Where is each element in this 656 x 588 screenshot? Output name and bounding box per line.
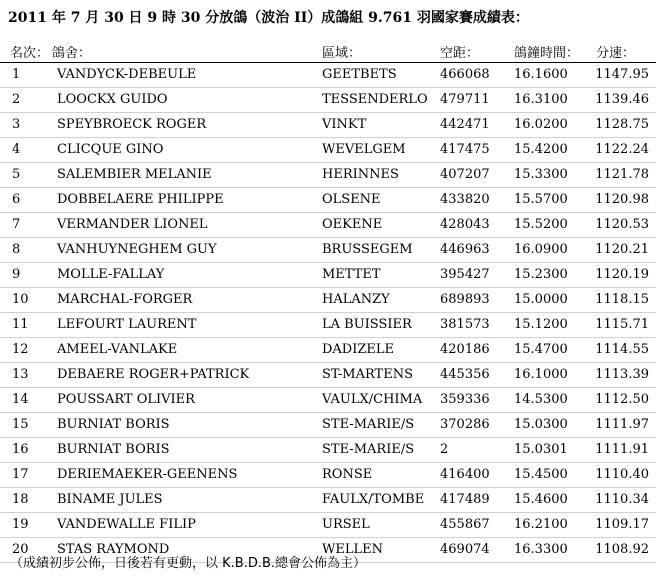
time-cell: 15.2300 (514, 267, 568, 282)
speed-cell: 1121.78 (595, 167, 649, 182)
distance-cell: 469074 (440, 542, 490, 557)
speed-cell: 1120.21 (595, 242, 649, 257)
time-cell: 15.4700 (514, 342, 568, 357)
rank-cell: 11 (12, 317, 29, 332)
time-cell: 16.3300 (514, 542, 568, 557)
table-row (0, 138, 656, 163)
area-cell: DADIZELE (322, 342, 395, 357)
area-cell: WEVELGEM (322, 142, 406, 157)
table-row (0, 88, 656, 113)
results-table (0, 63, 656, 563)
rank-cell: 20 (12, 542, 29, 557)
distance-cell: 466068 (440, 67, 490, 82)
time-cell: 15.4200 (514, 142, 568, 157)
time-cell: 16.0200 (514, 117, 568, 132)
area-cell: LA BUISSIER (322, 317, 412, 332)
distance-cell: 407207 (440, 167, 490, 182)
speed-cell: 1111.97 (595, 417, 649, 432)
time-cell: 16.3100 (514, 92, 568, 107)
table-row (0, 338, 656, 363)
table-row (0, 313, 656, 338)
area-cell: HERINNES (322, 167, 399, 182)
rank-cell: 7 (12, 217, 21, 232)
footer-note: （成績初步公佈，日後若有更動，以 K.B.D.B.總會公佈為主） (10, 556, 367, 571)
rank-cell: 6 (12, 192, 21, 207)
rank-cell: 4 (12, 142, 21, 157)
area-cell: METTET (322, 267, 381, 282)
area-cell: VINKT (322, 117, 367, 132)
rank-cell: 2 (12, 92, 21, 107)
distance-cell: 359336 (440, 392, 490, 407)
table-row (0, 63, 656, 88)
area-cell: OLSENE (322, 192, 381, 207)
speed-cell: 1120.53 (595, 217, 649, 232)
distance-cell: 370286 (440, 417, 490, 432)
distance-cell: 2 (440, 442, 449, 457)
time-cell: 15.5700 (514, 192, 568, 207)
table-row (0, 463, 656, 488)
table-row (0, 213, 656, 238)
time-cell: 15.0301 (514, 442, 568, 457)
area-cell: RONSE (322, 467, 373, 482)
distance-cell: 428043 (440, 217, 490, 232)
rank-cell: 8 (12, 242, 21, 257)
header-owner: 鴿舍： (52, 46, 92, 61)
time-cell: 14.5300 (514, 392, 568, 407)
distance-cell: 416400 (440, 467, 490, 482)
speed-cell: 1110.40 (595, 467, 649, 482)
table-row (0, 363, 656, 388)
table-row (0, 288, 656, 313)
table-row (0, 263, 656, 288)
time-cell: 15.0000 (514, 292, 568, 307)
area-cell: HALANZY (322, 292, 390, 307)
area-cell: WELLEN (322, 542, 383, 557)
table-row (0, 413, 656, 438)
speed-cell: 1114.55 (595, 342, 649, 357)
rank-cell: 3 (12, 117, 21, 132)
rank-cell: 14 (12, 392, 29, 407)
rank-cell: 9 (12, 267, 21, 282)
rank-cell: 10 (12, 292, 29, 307)
owner-cell: VANDYCK-DEBEULE (57, 67, 197, 82)
owner-cell: STAS RAYMOND (57, 542, 170, 557)
area-cell: GEETBETS (322, 67, 397, 82)
speed-cell: 1112.50 (595, 392, 649, 407)
speed-cell: 1122.24 (595, 142, 649, 157)
area-cell: FAULX/TOMBE (322, 492, 425, 507)
table-header (0, 40, 656, 63)
area-cell: BRUSSEGEM (322, 242, 413, 257)
owner-cell: DERIEMAEKER-GEENENS (57, 467, 238, 482)
distance-cell: 689893 (440, 292, 490, 307)
distance-cell: 455867 (440, 517, 490, 532)
owner-cell: DEBAERE ROGER+PATRICK (57, 367, 250, 382)
time-cell: 16.1600 (514, 67, 568, 82)
owner-cell: VANDEWALLE FILIP (57, 517, 196, 532)
area-cell: VAULX/CHIMA (322, 392, 423, 407)
owner-cell: BURNIAT BORIS (57, 442, 170, 457)
time-cell: 15.4600 (514, 492, 568, 507)
area-cell: ST-MARTENS (322, 367, 413, 382)
distance-cell: 395427 (440, 267, 490, 282)
rank-cell: 16 (12, 442, 29, 457)
speed-cell: 1120.98 (595, 192, 649, 207)
owner-cell: AMEEL-VANLAKE (57, 342, 178, 357)
distance-cell: 445356 (440, 367, 490, 382)
header-time: 鴿鐘時間： (514, 46, 580, 61)
distance-cell: 433820 (440, 192, 490, 207)
distance-cell: 381573 (440, 317, 490, 332)
owner-cell: MARCHAL-FORGER (57, 292, 193, 307)
speed-cell: 1139.46 (595, 92, 649, 107)
rank-cell: 13 (12, 367, 29, 382)
page-title: 2011 年 7 月 30 日 9 時 30 分放鴿（波治 II）成鴿組 9.761 羽國家賽成績表： (8, 10, 529, 26)
owner-cell: SPEYBROECK ROGER (57, 117, 207, 132)
speed-cell: 1109.17 (595, 517, 649, 532)
time-cell: 15.1200 (514, 317, 568, 332)
speed-cell: 1108.92 (595, 542, 649, 557)
speed-cell: 1110.34 (595, 492, 649, 507)
owner-cell: POUSSART OLIVIER (57, 392, 195, 407)
distance-cell: 420186 (440, 342, 490, 357)
owner-cell: VERMANDER LIONEL (57, 217, 208, 232)
area-cell: OEKENE (322, 217, 383, 232)
header-rank: 名次： (10, 46, 50, 61)
header-speed: 分速： (596, 46, 636, 61)
owner-cell: BURNIAT BORIS (57, 417, 170, 432)
speed-cell: 1111.91 (595, 442, 649, 457)
rank-cell: 17 (12, 467, 29, 482)
owner-cell: VANHUYNEGHEM GUY (57, 242, 217, 257)
time-cell: 16.0900 (514, 242, 568, 257)
table-row (0, 513, 656, 538)
owner-cell: SALEMBIER MELANIE (57, 167, 212, 182)
time-cell: 16.1000 (514, 367, 568, 382)
table-row (0, 438, 656, 463)
speed-cell: 1128.75 (595, 117, 649, 132)
distance-cell: 479711 (440, 92, 490, 107)
area-cell: STE-MARIE/S (322, 417, 415, 432)
header-area: 區域： (322, 46, 362, 61)
area-cell: URSEL (322, 517, 370, 532)
distance-cell: 442471 (440, 117, 490, 132)
area-cell: TESSENDERLO (322, 92, 428, 107)
distance-cell: 417475 (440, 142, 490, 157)
distance-cell: 417489 (440, 492, 490, 507)
time-cell: 15.0300 (514, 417, 568, 432)
table-row (0, 488, 656, 513)
table-row (0, 388, 656, 413)
rank-cell: 19 (12, 517, 29, 532)
speed-cell: 1113.39 (595, 367, 649, 382)
distance-cell: 446963 (440, 242, 490, 257)
table-row (0, 113, 656, 138)
owner-cell: DOBBELAERE PHILIPPE (57, 192, 224, 207)
owner-cell: LOOCKX GUIDO (57, 92, 168, 107)
rank-cell: 12 (12, 342, 29, 357)
rank-cell: 5 (12, 167, 21, 182)
owner-cell: LEFOURT LAURENT (57, 317, 197, 332)
time-cell: 15.5200 (514, 217, 568, 232)
owner-cell: BINAME JULES (57, 492, 163, 507)
speed-cell: 1118.15 (595, 292, 649, 307)
time-cell: 16.2100 (514, 517, 568, 532)
rank-cell: 18 (12, 492, 29, 507)
table-row (0, 238, 656, 263)
table-row (0, 163, 656, 188)
area-cell: STE-MARIE/S (322, 442, 415, 457)
time-cell: 15.3300 (514, 167, 568, 182)
speed-cell: 1115.71 (595, 317, 649, 332)
owner-cell: MOLLE-FALLAY (57, 267, 165, 282)
speed-cell: 1120.19 (595, 267, 649, 282)
time-cell: 15.4500 (514, 467, 568, 482)
header-distance: 空距： (440, 46, 480, 61)
rank-cell: 1 (12, 67, 21, 82)
table-row (0, 188, 656, 213)
owner-cell: CLICQUE GINO (57, 142, 164, 157)
speed-cell: 1147.95 (595, 67, 649, 82)
rank-cell: 15 (12, 417, 29, 432)
